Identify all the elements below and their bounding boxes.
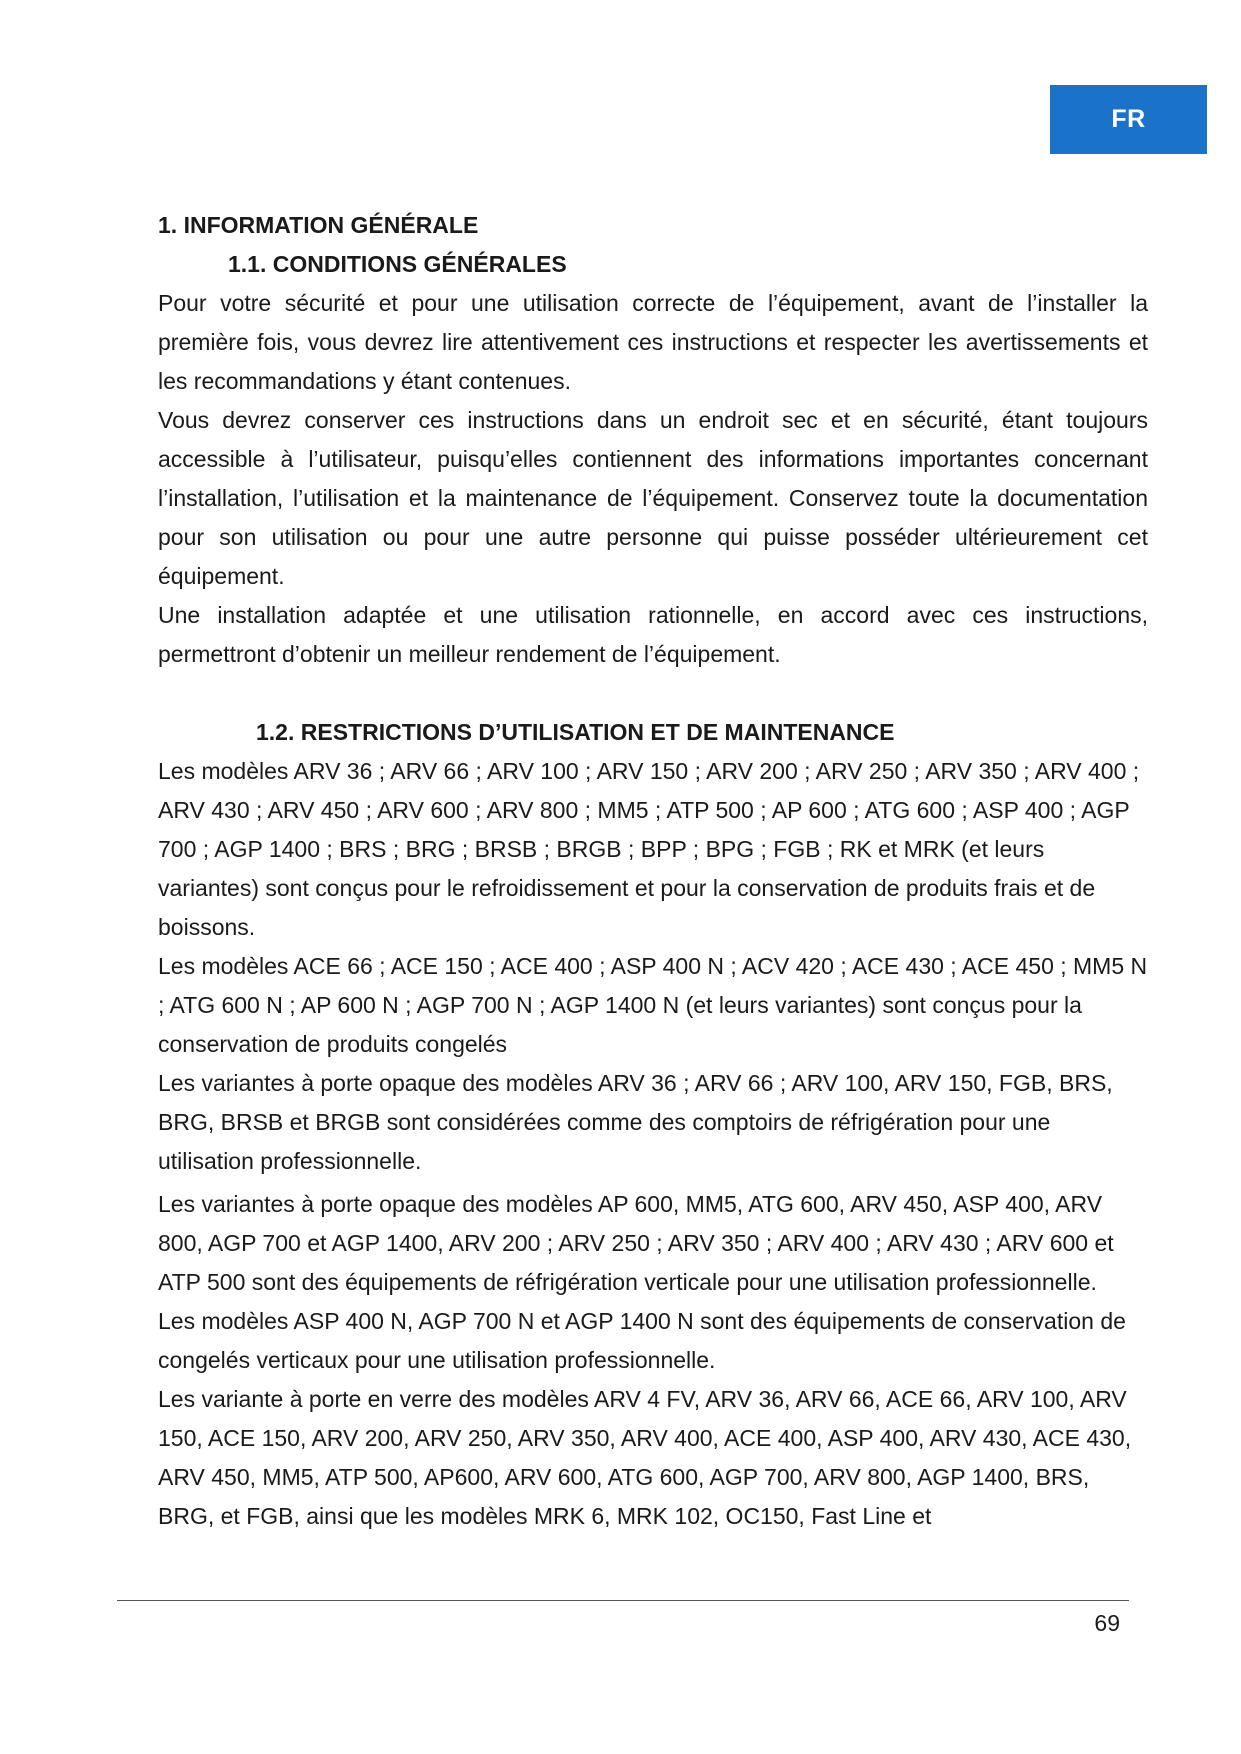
paragraph: Les modèles ASP 400 N, AGP 700 N et AGP 1400 N sont des équipements de conservation de congelés verticaux pour une utilisation professionnelle. [158,1308,1126,1373]
paragraph: Les modèles ACE 66 ; ACE 150 ; ACE 400 ; ASP 400 N ; ACV 420 ; ACE 430 ; ACE 450 ; MM5 N ; ATG 600 N ; AP 600 N ; AGP 700 N ; AGP 1400 N (et leurs variantes) sont conçus pour la conservation de produits congelés [158,953,1148,1057]
paragraph: Pour votre sécurité et pour une utilisation correcte de l’équipement, avant de l’installer la première fois, vous devrez lire attentivement ces instructions et respecter les avertissements et les recommandations y étant contenues. [158,290,1148,394]
language-tab: FR [1050,85,1207,154]
footer-divider [117,1600,1129,1601]
paragraph: Une installation adaptée et une utilisation rationnelle, en accord avec ces instructions, permettront d’obtenir un meilleur rendement de l’équipement. [158,602,1148,667]
paragraph: Les modèles ARV 36 ; ARV 66 ; ARV 100 ; ARV 150 ; ARV 200 ; ARV 250 ; ARV 350 ; ARV 400 ; ARV 430 ; ARV 450 ; ARV 600 ; ARV 800 ; MM5 ; ATP 500 ; AP 600 ; ATG 600 ; ASP 400 ; AGP 700 ; AGP 1400 ; BRS ; BRG ; BRSB ; BRGB ; BPP ; BPG ; FGB ; RK et MRK (et leurs variantes) sont conçus pour le refroidissement et pour la conservation de produits frais et de boissons. [158,758,1140,940]
paragraph: Les variantes à porte opaque des modèles ARV 36 ; ARV 66 ; ARV 100, ARV 150, FGB, BRS, BRG, BRSB et BRGB sont considérées comme des comptoirs de réfrigération pour une utilisation professionnelle. [158,1070,1113,1174]
paragraph: Les variantes à porte opaque des modèles AP 600, MM5, ATG 600, ARV 450, ASP 400, ARV 800, AGP 700 et AGP 1400, ARV 200 ; ARV 250 ; ARV 350 ; ARV 400 ; ARV 430 ; ARV 600 et ATP 500 sont des équipements de réfrigération verticale pour une utilisation professionnelle. [158,1191,1114,1295]
page-content [158,206,1148,1536]
subsection-title-conditions: 1.1. CONDITIONS GÉNÉRALES [228,251,567,277]
page-number: 69 [1094,1610,1120,1636]
section-title: 1. INFORMATION GÉNÉRALE [158,212,479,238]
subsection-title-restrictions: 1.2. RESTRICTIONS D’UTILISATION ET DE MAINTENANCE [256,719,895,745]
paragraph: Les variante à porte en verre des modèles ARV 4 FV, ARV 36, ARV 66, ACE 66, ARV 100, ARV 150, ACE 150, ARV 200, ARV 250, ARV 350, ARV 400, ACE 400, ASP 400, ARV 430, ACE 430, ARV 450, MM5, ATP 500, AP600, ARV 600, ATG 600, AGP 700, ARV 800, AGP 1400, BRS, BRG, et FGB, ainsi que les modèles MRK 6, MRK 102, OC150, Fast Line et [158,1386,1132,1529]
paragraph: Vous devrez conserver ces instructions dans un endroit sec et en sécurité, étant toujours accessible à l’utilisateur, puisqu’elles contiennent des informations importantes concernant l’installation, l’utilisation et la maintenance de l’équipement. Conservez toute la documentation pour son utilisation ou pour une autre personne qui puisse posséder ultérieurement cet équipement. [158,407,1148,589]
